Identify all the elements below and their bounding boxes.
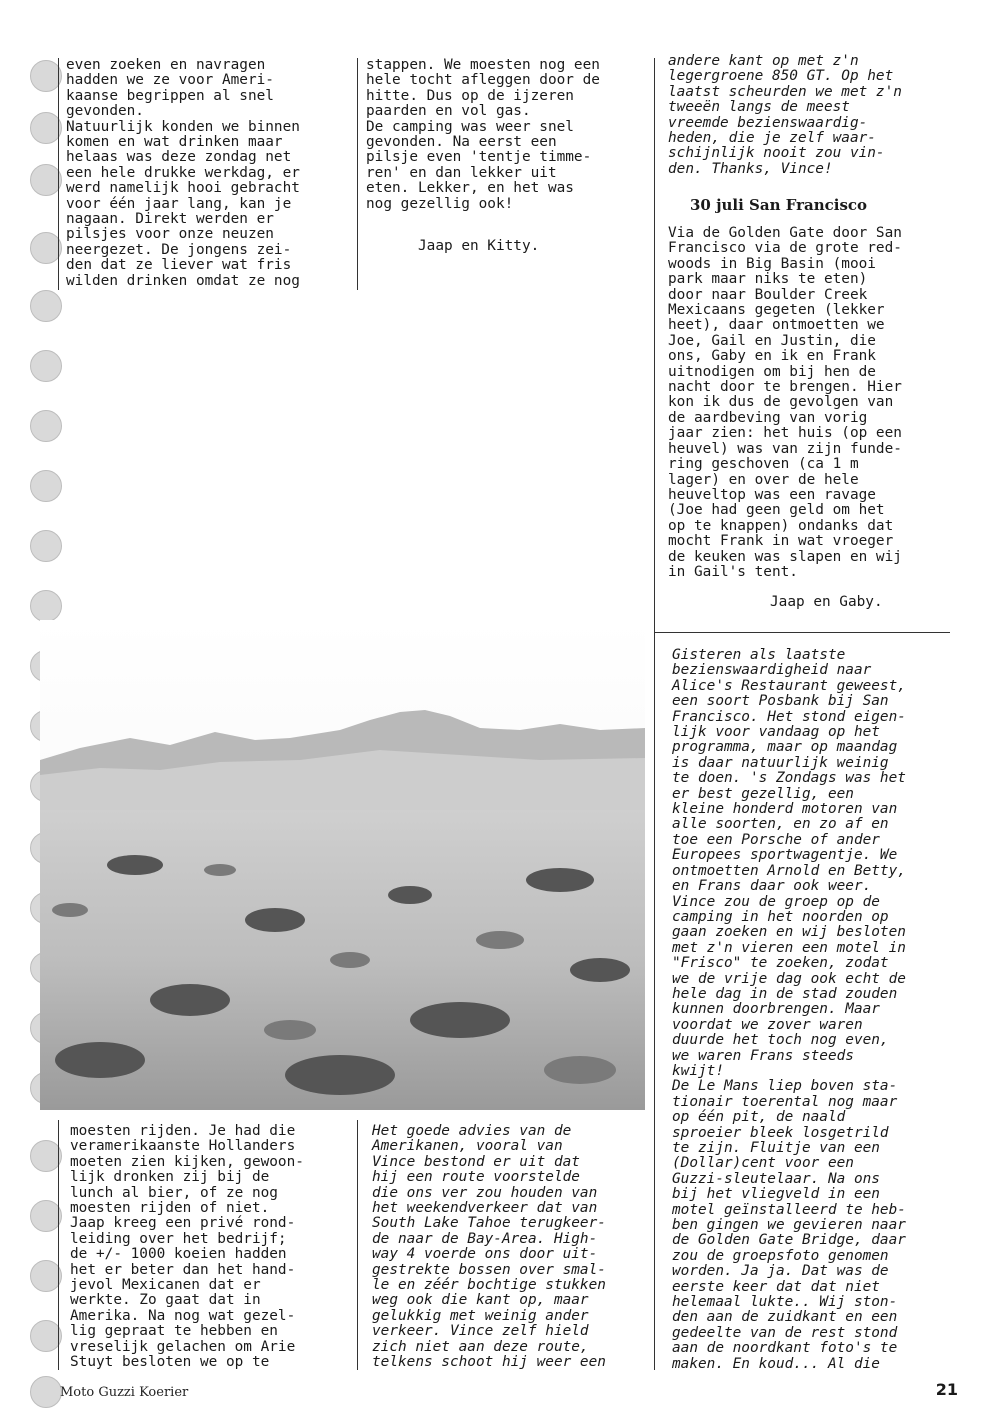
- text-line: "Frisco" te zoeken, zodat: [672, 955, 889, 972]
- text-line: le en zéér bochtige stukken: [372, 1277, 606, 1294]
- magazine-name: Moto Guzzi Koerier: [60, 1385, 189, 1400]
- text-line: laatst scheurden we met z'n: [668, 83, 902, 100]
- text-line: op te knappen) ondanks dat: [668, 517, 894, 534]
- text-line: lager) en over de hele: [668, 471, 859, 488]
- text-line: telkens schoot hij weer een: [372, 1354, 606, 1371]
- text-line: mocht Frank in wat vroeger: [668, 533, 894, 550]
- text-line: moesten rijden. Je had die: [70, 1123, 296, 1139]
- text-line: (Joe had geen geld om het: [668, 502, 885, 519]
- binder-hole: [30, 470, 62, 502]
- column-rule: [357, 58, 358, 290]
- text-line: lunch al bier, of ze nog: [70, 1184, 278, 1201]
- text-line: gevonden. Na eerst een: [366, 134, 557, 151]
- text-line: camping in het noorden op: [672, 908, 889, 925]
- binder-hole: [30, 350, 62, 382]
- text-line: Amerika. Na nog wat gezel-: [70, 1307, 296, 1324]
- text-line: ontmoetten Arnold en Betty,: [672, 862, 906, 879]
- text-line: Mexicaans gegeten (lekker: [668, 302, 885, 319]
- text-line: gelukkig met weinig ander: [372, 1307, 589, 1324]
- text-line: door naar Boulder Creek: [668, 286, 868, 303]
- text-line: even zoeken en navragen: [66, 57, 266, 73]
- text-line: voor één jaar lang, kan je: [66, 195, 292, 212]
- desert-landscape-photo: [40, 620, 645, 1110]
- text-line: in Gail's tent.: [668, 563, 798, 580]
- text-line: hele dag in de stad zouden: [672, 985, 898, 1002]
- text-line: Stuyt besloten we op te: [70, 1354, 270, 1371]
- text-line: veramerikaanste Hollanders: [70, 1138, 296, 1155]
- text-line: alle soorten, en zo af en: [672, 816, 889, 833]
- text-line: aan de noordkant foto's te: [672, 1340, 898, 1357]
- text-line: moeten zien kijken, gewoon-: [70, 1153, 304, 1170]
- text-line: vreselijk gelachen om Arie: [70, 1338, 296, 1355]
- section-rule: [654, 632, 950, 633]
- text-line: kaanse begrippen al snel: [66, 87, 274, 104]
- text-line: met z'n vieren een motel in: [672, 939, 906, 956]
- text-line: de naar de Bay-Area. High-: [372, 1230, 598, 1247]
- text-line: zich niet aan deze route,: [372, 1338, 589, 1355]
- text-line: kon ik dus de gevolgen van: [668, 394, 894, 411]
- text-line: lijk voor vandaag op het: [672, 724, 880, 741]
- article-column-right-sf: [668, 226, 948, 580]
- article-column-middle-top: [366, 58, 650, 212]
- text-line: pilsjes voor onze neuzen: [66, 226, 274, 243]
- text-line: werd namelijk hooi gebracht: [66, 180, 300, 197]
- text-line: den dat ze liever wat fris: [66, 257, 292, 274]
- text-line: lijk dronken zij bij de: [70, 1169, 270, 1186]
- text-line: heuveltop was een ravage: [668, 486, 876, 503]
- text-line: ben gingen we gevieren naar: [672, 1217, 906, 1234]
- text-line: den. Thanks, Vince!: [668, 160, 833, 177]
- text-line: hitte. Dus op de ijzeren: [366, 87, 574, 104]
- text-line: Francisco. Het stond eigen-: [672, 708, 906, 725]
- binder-hole: [30, 410, 62, 442]
- text-line: moesten rijden of niet.: [70, 1200, 270, 1217]
- text-line: Het goede advies van de: [372, 1123, 572, 1139]
- text-line: helemaal lukte.. Wij ston-: [672, 1294, 898, 1311]
- binder-hole: [30, 530, 62, 562]
- text-line: tionair toerental nog maar: [672, 1093, 898, 1110]
- article-column-left-top: [66, 58, 350, 289]
- text-line: De camping was weer snel: [366, 118, 574, 135]
- signature-jaap-gaby: Jaap en Gaby.: [770, 594, 883, 610]
- text-line: verkeer. Vince zelf hield: [372, 1323, 589, 1340]
- text-line: nagaan. Direkt werden er: [66, 211, 274, 228]
- text-line: South Lake Tahoe terugkeer-: [372, 1215, 606, 1232]
- text-line: de keuken was slapen en wij: [668, 548, 902, 565]
- text-line: ons, Gaby en ik en Frank: [668, 348, 876, 365]
- article-column-right-top: [668, 54, 948, 177]
- text-line: weg ook die kant op, maar: [372, 1292, 589, 1309]
- text-line: nacht door te brengen. Hier: [668, 379, 902, 396]
- text-line: Gisteren als laatste: [672, 647, 846, 663]
- text-line: nog gezellig ook!: [366, 195, 514, 212]
- text-line: way 4 voerde ons door uit-: [372, 1246, 598, 1263]
- text-line: op één pit, de naald: [672, 1109, 846, 1126]
- text-line: een hele drukke werkdag, er: [66, 164, 300, 181]
- binder-hole: [30, 590, 62, 622]
- text-line: jevol Mexicanen dat er: [70, 1277, 261, 1294]
- text-line: de Golden Gate Bridge, daar: [672, 1232, 906, 1249]
- text-line: paarden en vol gas.: [366, 103, 531, 120]
- text-line: (Dollar)cent voor een: [672, 1155, 854, 1172]
- text-line: maken. En koud... Al die: [672, 1355, 880, 1372]
- text-line: is daar natuurlijk weinig: [672, 754, 889, 771]
- text-line: zou de groepsfoto genomen: [672, 1247, 889, 1264]
- article-column-right-bottom: [672, 648, 948, 1372]
- text-line: voordat we zover waren: [672, 1016, 863, 1033]
- text-line: gestrekte bossen over smal-: [372, 1261, 606, 1278]
- column-rule: [654, 58, 655, 638]
- text-line: duurde het toch nog even,: [672, 1032, 889, 1049]
- text-line: Via de Golden Gate door San: [668, 225, 902, 241]
- text-line: worden. Ja ja. Dat was de: [672, 1263, 889, 1280]
- text-line: helaas was deze zondag net: [66, 149, 292, 166]
- text-line: sproeier bleek losgetrild: [672, 1124, 889, 1141]
- text-line: Europees sportwagentje. We: [672, 847, 898, 864]
- text-line: het er beter dan het hand-: [70, 1261, 296, 1278]
- text-line: een soort Posbank bij San: [672, 693, 889, 710]
- text-line: hadden we ze voor Ameri-: [66, 72, 274, 89]
- text-line: neergezet. De jongens zei-: [66, 241, 292, 258]
- text-line: motel geïnstalleerd te heb-: [672, 1201, 906, 1218]
- text-line: lig gepraat te hebben en: [70, 1323, 278, 1340]
- text-line: het weekendverkeer dat van: [372, 1200, 598, 1217]
- text-line: vreemde bezienswaardig-: [668, 114, 868, 131]
- text-line: legergroene 850 GT. Op het: [668, 68, 894, 85]
- text-line: stappen. We moesten nog een: [366, 57, 600, 73]
- text-line: wilden drinken omdat ze nog: [66, 272, 300, 289]
- text-line: eten. Lekker, en het was: [366, 180, 574, 197]
- text-line: leiding over het bedrijf;: [70, 1230, 287, 1247]
- text-line: die ons ver zou houden van: [372, 1184, 598, 1201]
- text-line: bij het vliegveld in een: [672, 1186, 880, 1203]
- binder-hole: [30, 290, 62, 322]
- text-line: eerste keer dat dat niet: [672, 1278, 880, 1295]
- text-line: pilsje even 'tentje timme-: [366, 149, 592, 166]
- text-line: park maar niks te eten): [668, 271, 868, 288]
- text-line: hij een route voorstelde: [372, 1169, 580, 1186]
- text-line: er best gezellig, een: [672, 785, 854, 802]
- text-line: te doen. 's Zondags was het: [672, 770, 906, 787]
- text-line: de +/- 1000 koeien hadden: [70, 1246, 287, 1263]
- column-rule: [357, 1120, 358, 1370]
- text-line: we waren Frans steeds: [672, 1047, 854, 1064]
- article-column-left-bottom: [70, 1124, 350, 1371]
- text-line: en Frans daar ook weer.: [672, 878, 872, 895]
- text-line: heet), daar ontmoetten we: [668, 317, 885, 334]
- text-line: tweeën langs de meest: [668, 99, 850, 116]
- text-line: Vince bestond er uit dat: [372, 1153, 580, 1170]
- text-line: kwijt!: [672, 1062, 724, 1079]
- text-line: bezienswaardigheid naar: [672, 662, 872, 679]
- text-line: uitnodigen om bij hen de: [668, 363, 876, 380]
- page-number: 21: [935, 1380, 958, 1399]
- text-line: Joe, Gail en Justin, die: [668, 332, 876, 349]
- text-line: heuvel) was van zijn funde-: [668, 440, 902, 457]
- text-line: programma, maar op maandag: [672, 739, 898, 756]
- text-line: werkte. Zo gaat dat in: [70, 1292, 261, 1309]
- text-line: De Le Mans liep boven sta-: [672, 1078, 898, 1095]
- binder-hole: [30, 1376, 62, 1408]
- signature-jaap-kitty: Jaap en Kitty.: [418, 238, 540, 254]
- text-line: gevonden.: [66, 103, 144, 120]
- text-line: toe een Porsche of ander: [672, 831, 880, 848]
- column-rule: [58, 58, 59, 290]
- text-line: gedeelte van de rest stond: [672, 1324, 898, 1341]
- text-line: Vince zou de groep op de: [672, 893, 880, 910]
- text-line: Amerikanen, vooral van: [372, 1138, 563, 1155]
- text-line: den aan de zuidkant en een: [672, 1309, 898, 1326]
- text-line: te zijn. Fluitje van een: [672, 1140, 880, 1156]
- text-line: heden, die je zelf waar-: [668, 130, 876, 147]
- text-line: Francisco via de grote red-: [668, 240, 902, 257]
- text-line: Natuurlijk konden we binnen: [66, 118, 300, 135]
- text-line: Alice's Restaurant geweest,: [672, 677, 906, 694]
- text-line: hele tocht afleggen door de: [366, 72, 600, 89]
- section-heading: 30 juli San Francisco: [690, 196, 868, 214]
- text-line: ring geschoven (ca 1 m: [668, 456, 859, 473]
- text-line: Guzzi-sleutelaar. Na ons: [672, 1170, 880, 1187]
- article-column-middle-bottom: [372, 1124, 650, 1371]
- text-line: komen en wat drinken maar: [66, 134, 283, 151]
- text-line: kunnen doorbrengen. Maar: [672, 1001, 880, 1018]
- text-line: schijnlijk nooit zou vin-: [668, 145, 885, 162]
- text-line: ren' en dan lekker uit: [366, 164, 557, 181]
- column-rule: [654, 638, 655, 1370]
- text-line: gaan zoeken en wij besloten: [672, 924, 906, 941]
- text-line: we de vrije dag ook echt de: [672, 970, 906, 987]
- text-line: woods in Big Basin (mooi: [668, 255, 876, 272]
- text-line: Jaap kreeg een privé rond-: [70, 1215, 296, 1232]
- column-rule: [58, 1120, 59, 1370]
- text-line: jaar zien: het huis (op een: [668, 425, 902, 442]
- text-line: kleine honderd motoren van: [672, 801, 898, 818]
- text-line: de aardbeving van vorig: [668, 409, 868, 426]
- text-line: andere kant op met z'n: [668, 53, 859, 69]
